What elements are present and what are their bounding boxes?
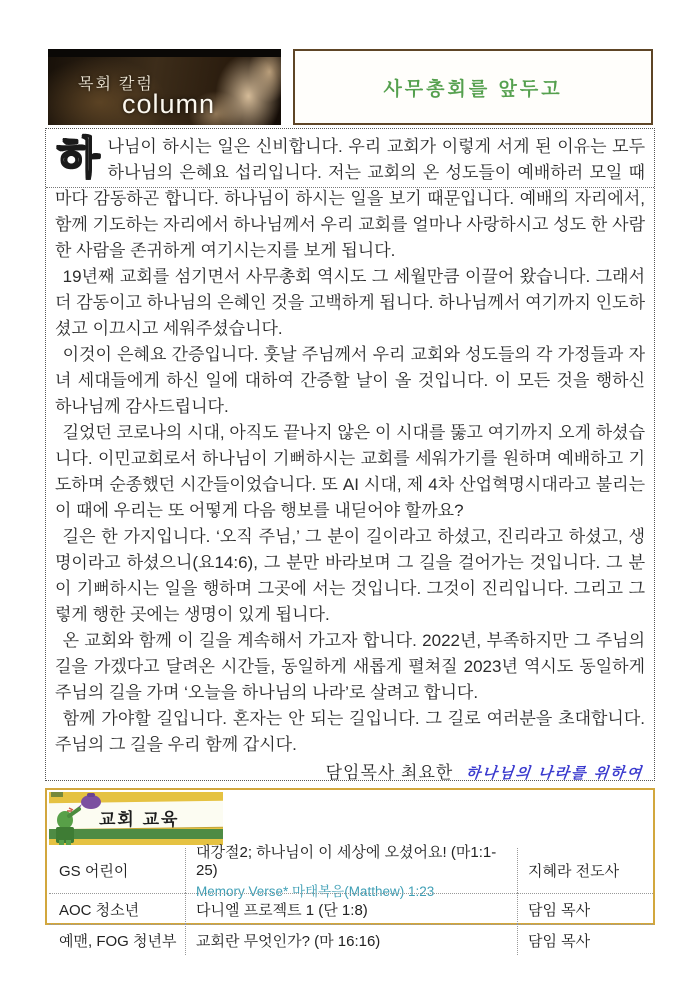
pastoral-column-banner — [48, 49, 281, 125]
education-table — [49, 844, 653, 955]
lesson-topic: 교회란 무엇인가? (마 16:16) — [196, 932, 381, 950]
article-title: 사무총회를 앞두고 — [383, 78, 563, 100]
banner-title-korean: 목회 칼럼 — [78, 76, 154, 93]
education-banner-title: 교회 교육 — [99, 810, 180, 829]
lesson-topic: 다니엘 프로젝트 1 (단 1:8) — [196, 901, 368, 919]
table-row-1-group: GS 어린이 — [59, 863, 129, 880]
church-education-section — [45, 788, 655, 950]
paragraph-1 — [55, 134, 645, 264]
handwritten-motto: 하나님의 나라를 위하여 — [464, 765, 644, 782]
paragraph-3: 이것이 은혜요 간증입니다. 훗날 주님께서 우리 교회와 성도들의 각 가정들과 자녀 세대들에게 하신 일에 대하여 간증할 날이 올 것입니다. 이 모든 것을 행하신 하나님께 감사드립니다. — [55, 345, 645, 416]
table-row-3-teacher: 담임 목사 — [517, 924, 653, 955]
banner-title-english: column — [122, 89, 216, 119]
table-row-2-group: AOC 청소년 — [49, 893, 185, 924]
education-banner — [49, 792, 223, 845]
table-row-1-topic — [185, 844, 517, 899]
lesson-topic: 대강절2; 하나님이 이 세상에 오셨어요! (마1:1-25) — [196, 844, 497, 879]
article-title-box — [293, 49, 653, 125]
signature-line — [55, 758, 645, 783]
table-row-3-topic — [185, 924, 517, 955]
paragraph-5: 길은 한 가지입니다. ‘오직 주님,’ 그 분이 길이라고 하셨고, 진리라고 하셨고, 생명이라고 하셨으니(요14:6), 그 분만 바라보며 그 길을 걸어가는 것입니다. 그 분이 기뻐하시는 일을 행하며 그곳에 서는 것입니다. 그것이 진리입니다. 그리고 그렇게 행한 곳에는 생명이 있게 됩니다. — [55, 527, 645, 624]
column-body — [45, 128, 655, 781]
table-row-3-group: 예맨, FOG 청년부 — [49, 924, 185, 955]
table-row-1-teacher: 지혜라 전도사 — [517, 848, 653, 893]
paragraph-4: 길었던 코로나의 시대, 아직도 끝나지 않은 이 시대를 뚫고 여기까지 오게 하셨습니다. 이민교회로서 하나님이 기뻐하시는 교회를 세워가기를 원하며 예배하고 기도하며 순종했던 시간들이었습니다. 또 AI 시대, 제 4차 산업혁명시대라고 불리는 이 때에 우리는 또 어떻게 다음 행보를 내딛어야 할까요? — [55, 423, 645, 520]
paragraph-7: 함께 가야할 길입니다. 혼자는 안 되는 길입니다. 그 길로 여러분을 초대합니다. 주님의 그 길을 우리 함께 갑시다. — [55, 709, 645, 754]
paragraph-2: 19년째 교회를 섬기면서 사무총회 역시도 그 세월만큼 이끌어 왔습니다. 그래서 더 감동이고 하나님의 은혜인 것을 고백하게 됩니다. 하나님께서 여기까지 인도하셨고 이끄시고 세워주셨습니다. — [55, 267, 645, 338]
dropcap-frame-divider — [46, 187, 654, 188]
paragraph-1-text: 나님이 하시는 일은 신비합니다. 우리 교회가 이렇게 서게 된 이유는 모두 하나님의 은혜요 섭리입니다. 저는 교회의 온 성도들이 예배하러 모일 때마다 감동하곤 합니다. 하나님이 하시는 일을 보기 때문입니다. 예배의 자리에서, 함께 기도하는 자리에서 하나님께서 우리 교회를 얼마나 사랑하시고 성도 한 사람 한 사람을 존귀하게 여기시는지를 보게 됩니다. — [55, 137, 645, 260]
dropcap-letter: 하 — [57, 134, 100, 183]
memory-verse: Memory Verse* 마태복음(Matthew) 1:23 — [196, 884, 435, 899]
pastor-name: 담임목사 최요한 — [325, 763, 454, 782]
photo-top-bar — [48, 49, 281, 57]
paragraph-6: 온 교회와 함께 이 길을 계속해서 가고자 합니다. 2022년, 부족하지만 그 주님의 길을 가겠다고 달려온 시간들, 동일하게 새롭게 펼쳐질 2023년 역시도 동일하게 주님의 길을 가며 ‘오늘을 하나님의 나라’로 살려고 합니다. — [55, 631, 645, 702]
table-row-2-teacher: 담임 목사 — [517, 893, 653, 924]
table-row-2-topic — [185, 893, 517, 924]
